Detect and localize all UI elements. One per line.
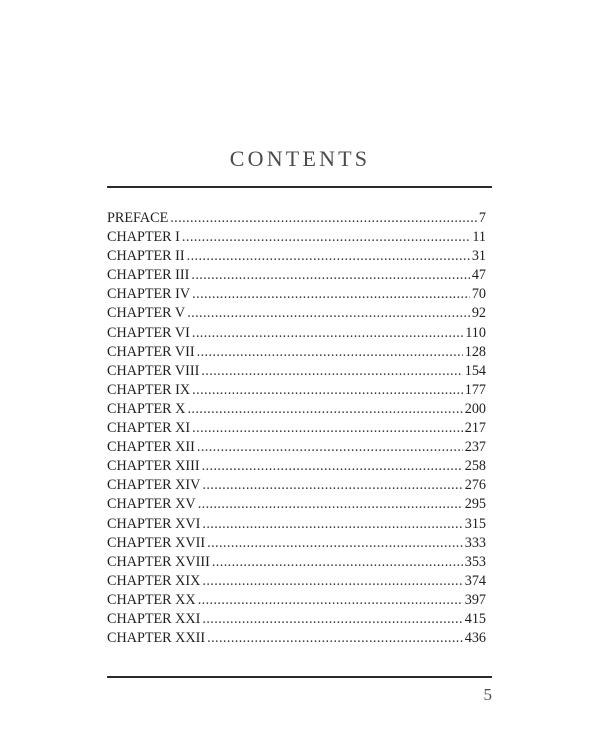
toc-entry-title: CHAPTER XIII xyxy=(107,458,200,475)
toc-entry-page: 110 xyxy=(465,324,486,341)
toc-entry[interactable] xyxy=(107,629,486,648)
dot-leader xyxy=(192,285,470,304)
toc-entry-title: CHAPTER X xyxy=(107,400,186,417)
toc-entry-page: 333 xyxy=(464,534,486,551)
toc-entry-title: CHAPTER XIX xyxy=(107,572,201,589)
toc-entry-title: CHAPTER XX xyxy=(107,591,196,608)
toc-entry[interactable] xyxy=(107,381,486,400)
bottom-rule xyxy=(107,676,492,678)
toc-entry-page: 128 xyxy=(464,343,486,360)
dot-leader xyxy=(207,534,463,553)
dot-leader xyxy=(202,610,462,629)
dot-leader xyxy=(207,629,463,648)
toc-entry-title: CHAPTER V xyxy=(107,305,186,322)
toc-entry-page: 415 xyxy=(464,610,486,627)
dot-leader xyxy=(170,209,477,228)
toc-entry-title: CHAPTER XI xyxy=(107,420,191,437)
dot-leader xyxy=(212,553,463,572)
toc-entry[interactable] xyxy=(107,553,486,572)
dot-leader xyxy=(192,419,463,438)
toc-entry-page: 7 xyxy=(478,210,486,226)
dot-leader xyxy=(197,438,463,457)
toc-entry-page: 177 xyxy=(464,381,486,398)
page-number: 5 xyxy=(483,685,492,704)
toc-entry[interactable] xyxy=(107,591,486,610)
toc-entry-page: 70 xyxy=(471,286,486,303)
toc-entry-page: 374 xyxy=(464,572,486,589)
toc-entry-page: 258 xyxy=(464,458,486,475)
toc-entry[interactable] xyxy=(107,247,486,266)
toc-entry[interactable] xyxy=(107,476,486,495)
toc-entry-title: CHAPTER XVI xyxy=(107,515,201,532)
dot-leader xyxy=(198,591,463,610)
toc-entry[interactable] xyxy=(107,266,486,285)
toc-entry-title: CHAPTER XII xyxy=(107,439,195,456)
toc-entry[interactable] xyxy=(107,457,486,476)
toc-entry-title: CHAPTER III xyxy=(107,267,190,284)
toc-entry-title: CHAPTER XVIII xyxy=(107,553,210,570)
toc-entry-title: CHAPTER IV xyxy=(107,286,191,303)
dot-leader xyxy=(202,476,462,495)
dot-leader xyxy=(202,457,463,476)
toc-entry-page: 353 xyxy=(464,553,486,570)
toc-entry[interactable] xyxy=(107,304,486,323)
toc-entry[interactable] xyxy=(107,438,486,457)
toc-entry-title: CHAPTER VIII xyxy=(107,362,200,379)
toc-entry[interactable] xyxy=(107,495,486,514)
toc-entry-title: CHAPTER XXI xyxy=(107,610,201,627)
toc-entry-page: 295 xyxy=(464,496,486,513)
toc-entry-page: 217 xyxy=(464,420,486,437)
toc-entry-title: CHAPTER XIV xyxy=(107,477,201,494)
dot-leader xyxy=(192,324,463,343)
toc-entry[interactable] xyxy=(107,362,486,381)
toc-entry[interactable] xyxy=(107,343,486,362)
dot-leader xyxy=(187,400,462,419)
toc-entry-page: 11 xyxy=(472,229,486,246)
toc-entry[interactable] xyxy=(107,419,486,438)
toc-entry-page: 31 xyxy=(471,248,486,265)
top-rule xyxy=(107,186,492,188)
toc-entry-title: CHAPTER II xyxy=(107,248,185,265)
toc-entry-page: 200 xyxy=(464,400,486,417)
toc-entry-title: CHAPTER VII xyxy=(107,343,195,360)
dot-leader xyxy=(191,266,469,285)
toc-entry-title: CHAPTER XXII xyxy=(107,630,206,647)
toc-entry[interactable] xyxy=(107,610,486,629)
toc-entry-page: 436 xyxy=(464,630,486,647)
dot-leader xyxy=(187,304,470,323)
table-of-contents xyxy=(107,209,486,648)
toc-entry-page: 154 xyxy=(464,362,486,379)
toc-entry-page: 276 xyxy=(464,477,486,494)
toc-entry-page: 47 xyxy=(471,267,486,284)
dot-leader xyxy=(182,228,470,247)
toc-entry[interactable] xyxy=(107,534,486,553)
toc-entry[interactable] xyxy=(107,209,486,228)
toc-entry[interactable] xyxy=(107,324,486,343)
toc-entry-page: 237 xyxy=(464,439,486,456)
dot-leader xyxy=(201,362,462,381)
dot-leader xyxy=(197,343,463,362)
toc-entry-title: CHAPTER VI xyxy=(107,324,190,341)
dot-leader xyxy=(187,247,470,266)
toc-entry-title: CHAPTER I xyxy=(107,229,180,246)
toc-entry[interactable] xyxy=(107,228,486,247)
toc-entry[interactable] xyxy=(107,285,486,304)
contents-heading: CONTENTS xyxy=(229,146,371,171)
dot-leader xyxy=(202,515,462,534)
dot-leader xyxy=(192,381,463,400)
toc-entry-title: CHAPTER XVII xyxy=(107,534,206,551)
toc-entry-title: CHAPTER IX xyxy=(107,381,191,398)
toc-entry-title: PREFACE xyxy=(107,210,169,226)
dot-leader xyxy=(202,572,462,591)
toc-entry-page: 397 xyxy=(464,591,486,608)
toc-entry[interactable] xyxy=(107,515,486,534)
toc-entry-page: 92 xyxy=(471,305,486,322)
dot-leader xyxy=(198,495,463,514)
toc-entry-title: CHAPTER XV xyxy=(107,496,196,513)
toc-entry[interactable] xyxy=(107,572,486,591)
toc-entry-page: 315 xyxy=(464,515,486,532)
toc-entry[interactable] xyxy=(107,400,486,419)
